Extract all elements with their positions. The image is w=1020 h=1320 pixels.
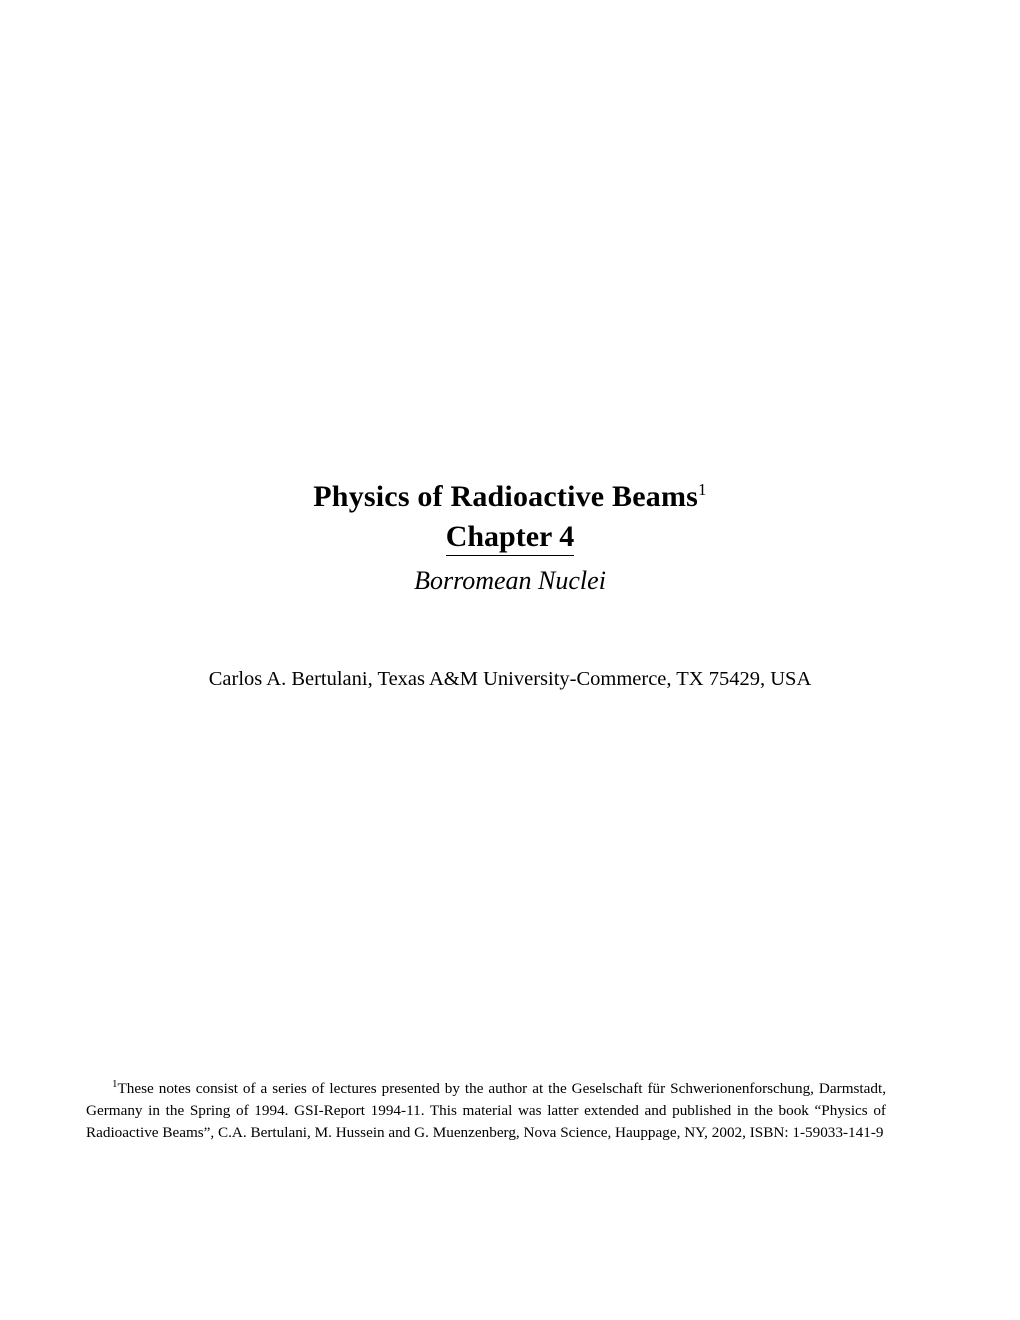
footnote-paragraph (86, 1078, 886, 1144)
title-block (0, 480, 1020, 596)
page-title-text: Physics of Radioactive Beams (313, 480, 699, 513)
footnote-marker: 1 (112, 1077, 118, 1090)
title-footnote-marker: 1 (698, 480, 707, 499)
chapter-heading (0, 520, 1020, 557)
author-affiliation: Carlos A. Bertulani, Texas A&M University-Commerce, TX 75429, USA (208, 668, 812, 690)
page-title (0, 480, 1020, 514)
subtitle: Borromean Nuclei (414, 566, 606, 596)
footnote-text: These notes consist of a series of lectures presented by the author at the Geselschaft für Schwerionenforschung, Darmstadt, Germany in the Spring of 1994. GSI-Report 1994-11. This material was latter extended and published in the book “Physics of Radioactive Beams”, C.A. Bertulani, M. Hussein and G. Muenzenberg, Nova Science, Hauppage, NY, 2002, ISBN: 1-59033-141-9 (86, 1080, 886, 1142)
footnote (86, 1078, 886, 1144)
chapter-heading-text: Chapter 4 (446, 520, 575, 557)
